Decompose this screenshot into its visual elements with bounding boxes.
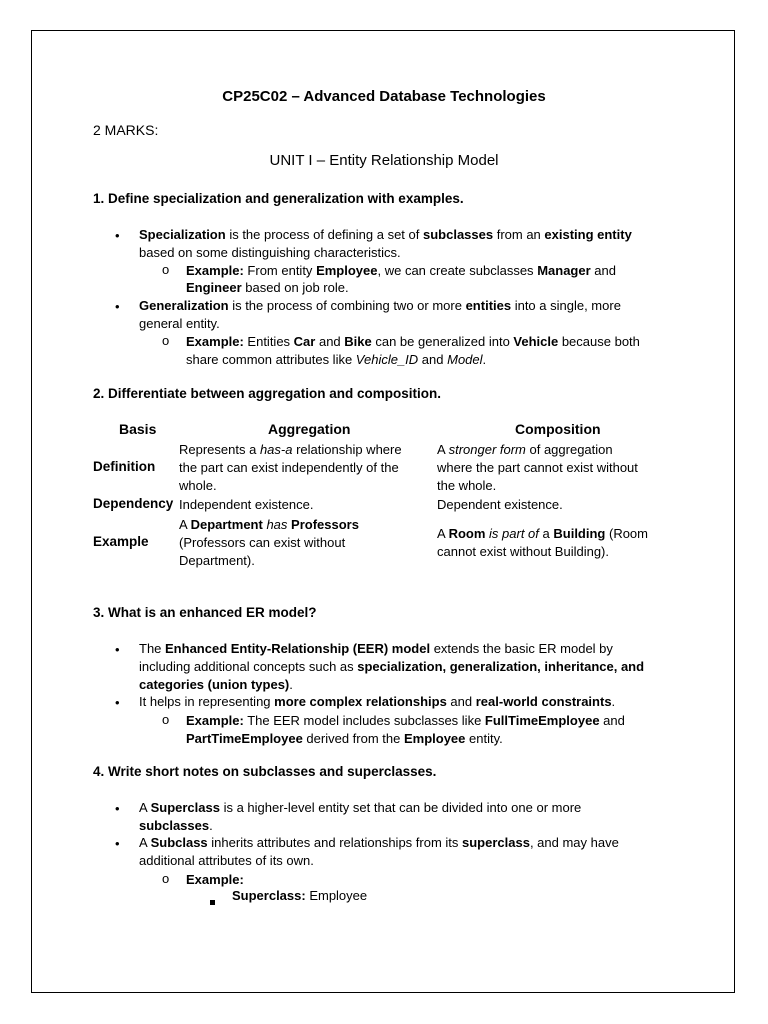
row-basis-dependency: Dependency	[93, 496, 174, 511]
circle-bullet: o	[162, 333, 170, 348]
eer-line-1: The Enhanced Entity-Relationship (EER) model extends the basic ER model by	[139, 641, 613, 656]
marks-label: 2 MARKS:	[93, 122, 159, 138]
bullet: •	[115, 228, 120, 243]
bullet: •	[115, 836, 120, 851]
cell-comp-example-1: A Room is part of a Building (Room	[437, 526, 648, 541]
cell-comp-dependency: Dependent existence.	[437, 497, 563, 512]
row-basis-example: Example	[93, 534, 149, 549]
cell-agg-example-1: A Department has Professors	[179, 517, 359, 532]
circle-bullet: o	[162, 871, 170, 886]
page-title: CP25C02 – Advanced Database Technologies	[222, 88, 546, 105]
subclass-example-label: Example:	[186, 872, 244, 887]
gen-example-line-1: Example: Entities Car and Bike can be generalized into Vehicle because both	[186, 334, 640, 349]
circle-bullet: o	[162, 262, 170, 277]
cell-agg-example-2: (Professors can exist without	[179, 535, 346, 550]
question-3: 3. What is an enhanced ER model?	[93, 605, 317, 620]
table-header-aggregation: Aggregation	[268, 421, 351, 437]
question-4: 4. Write short notes on subclasses and superclasses.	[93, 764, 437, 779]
subclass-line-1: A Subclass inherits attributes and relationships from its superclass, and may have	[139, 835, 619, 850]
cell-agg-dependency: Independent existence.	[179, 497, 314, 512]
eer-line-3: categories (union types).	[139, 677, 293, 692]
bullet: •	[115, 642, 120, 657]
spec-example-line-2: Engineer based on job role.	[186, 280, 349, 295]
table-header-basis: Basis	[119, 421, 157, 437]
square-bullet	[210, 892, 215, 910]
spec-line-1: Specialization is the process of defining a set of subclasses from an existing entity	[139, 227, 632, 242]
superclass-example-line: Superclass: Employee	[232, 888, 368, 903]
cell-comp-definition-2: where the part cannot exist without	[437, 460, 638, 475]
row-basis-definition: Definition	[93, 459, 156, 474]
gen-example-line-2: share common attributes like Vehicle_ID and Model.	[186, 352, 487, 367]
gen-line-1: Generalization is the process of combining two or more entities into a single, more	[139, 298, 621, 313]
cell-agg-definition-2: the part can exist independently of the	[179, 460, 399, 475]
eer-line-2: including additional concepts such as specialization, generalization, inheritance, and	[139, 659, 645, 674]
cell-comp-example-2: cannot exist without Building).	[437, 544, 609, 559]
unit-heading: UNIT I – Entity Relationship Model	[269, 152, 499, 169]
superclass-line-1: A Superclass is a higher-level entity set that can be divided into one or more	[139, 800, 582, 815]
superclass-line-2: subclasses.	[139, 818, 213, 833]
bullet: •	[115, 299, 120, 314]
spec-line-2: based on some distinguishing characteristics.	[139, 245, 401, 260]
eer-example-line-2: PartTimeEmployee derived from the Employee entity.	[186, 731, 503, 746]
cell-agg-definition-3: whole.	[179, 478, 217, 493]
gen-line-2: general entity.	[139, 316, 220, 331]
bullet: •	[115, 801, 120, 816]
cell-comp-definition-1: A stronger form of aggregation	[437, 442, 613, 457]
question-1: 1. Define specialization and generalization with examples.	[93, 191, 464, 206]
subclass-line-2: additional attributes of its own.	[139, 853, 314, 868]
eer-helps-line: It helps in representing more complex relationships and real-world constraints.	[139, 694, 616, 709]
bullet: •	[115, 695, 120, 710]
spec-example-line-1: Example: From entity Employee, we can create subclasses Manager and	[186, 263, 616, 278]
cell-comp-definition-3: the whole.	[437, 478, 497, 493]
eer-example-line-1: Example: The EER model includes subclasses like FullTimeEmployee and	[186, 713, 625, 728]
cell-agg-example-3: Department).	[179, 553, 255, 568]
circle-bullet: o	[162, 712, 170, 727]
cell-agg-definition-1: Represents a has-a relationship where	[179, 442, 402, 457]
question-2: 2. Differentiate between aggregation and composition.	[93, 386, 442, 401]
table-header-composition: Composition	[515, 421, 601, 437]
